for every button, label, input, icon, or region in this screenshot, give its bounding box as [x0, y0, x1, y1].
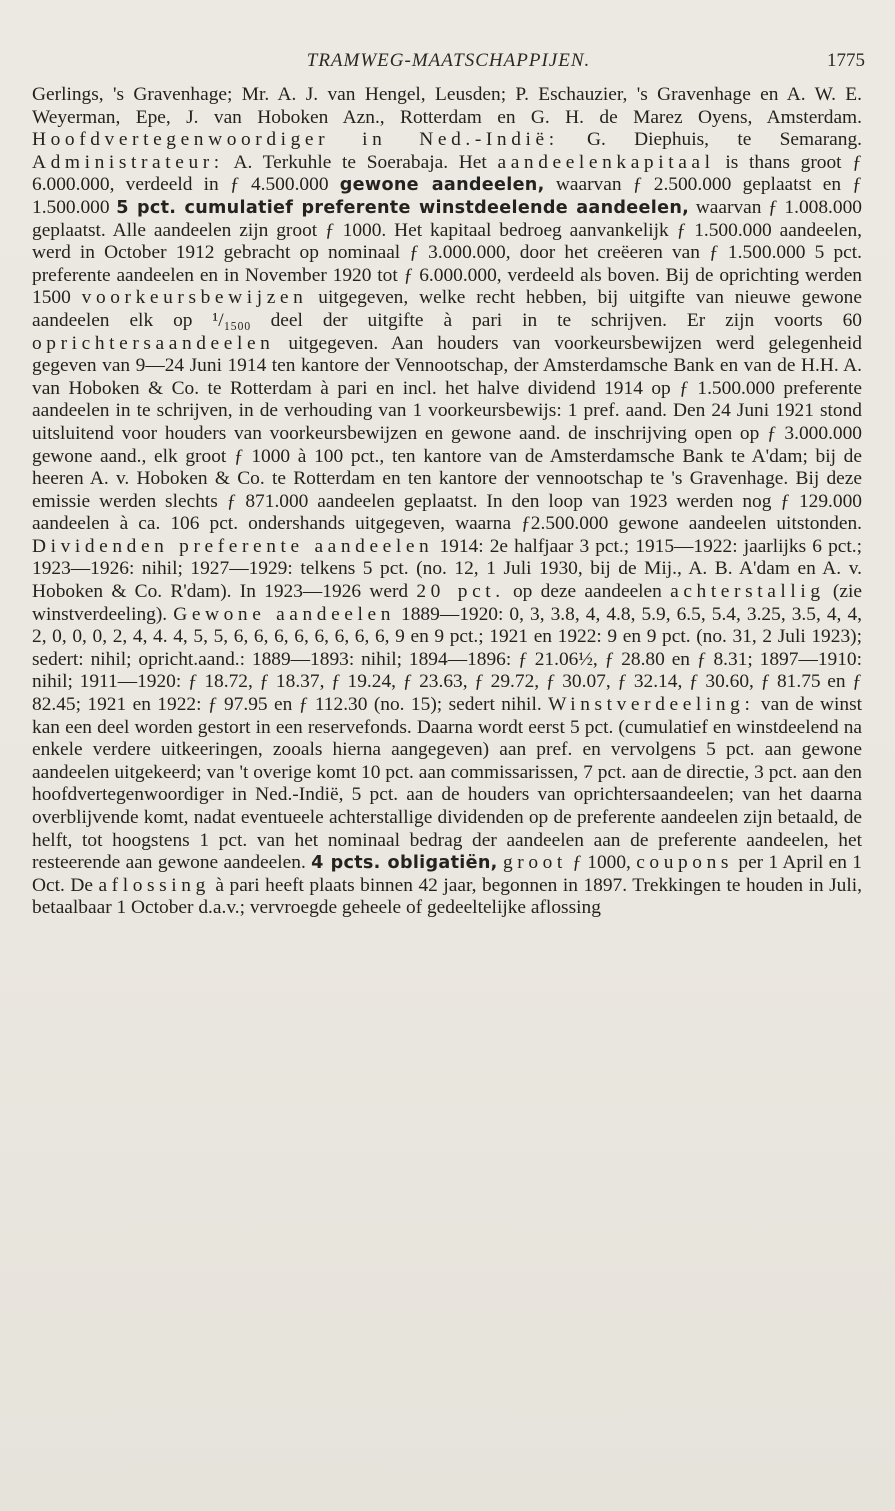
text-run: Gerlings, 's Gravenhage; Mr. A. J. van Hengel, Leusden; P. Eschauzier, 's Gravenhage en A. W. E. Weyerman, Epe, J. van Hoboken Azn., Rotterdam en G. H. de Marez Oyens, Amsterdam.: [32, 84, 862, 128]
spaced-heading: coupons: [636, 852, 734, 874]
text-run: van de winst kan een deel worden gestort in een reservefonds. Daarna wordt eerst 5 pct. (cumulatief en winstdeelend na enkele verdere uitkeeringen, zooals hierna aangegeven) aan pref. en vervolgens 5 pct. aan gewone aandeelen uitgekeerd; van 't overige komt 10 pct. aan commissarissen, 7 pct. aan de directie, 3 pct. aan den hoofdvertegenwoordiger in Ned.-Indië, 5 pct. aan de houders van oprichtersaandeelen; van het daarna overblijvende komt, nadat eventueele achterstallige dividenden op de preferente aandeelen zijn betaald, de helft, tot hoogstens 1 pct. van het nominaal bedrag der aandeelen aan de preferente aandeelen, het resteerende aan gewone aandeelen.: [32, 694, 862, 874]
body-text: [32, 84, 862, 1504]
text-run: ƒ 1000,: [566, 852, 637, 874]
spaced-heading: Dividenden preferente aandeelen: [32, 535, 434, 557]
spaced-heading: achterstallig: [670, 581, 825, 603]
text-run: 1914: 2e halfjaar 3 pct.; 1915—1922: jaarlijks 6 pct.; 1923—1926: nihil; 1927—1929: telkens 5 pct. (no. 12, 1 Juli 1930, bij de Mij., A. B. A'dam en A. v. Hoboken & Co. R'dam). In 1923—1926 werd: [32, 535, 862, 603]
text-run: uitgegeven. Aan houders van voorkeursbewijzen werd gelegenheid gegeven van 9—24 Juni 1914 ten kantore der Vennootschap, der Amsterdamsche Bank en van de H.H. A. van Hoboken & Co. te Rotterdam à pari en incl. het halve dividend 1914 op ƒ 1.500.000 preferente aandeelen in te schrijven, in de verhouding van 1 voorkeursbewijs: 1 pref. aand. Den 24 Juni 1921 stond uitsluitend voor houders van voorkeursbewijzen en gewone aand. de inschrijving open op ƒ 3.000.000 gewone aand., elk groot ƒ 1000 à 100 pct., ten kantore van de Amsterdamsche Bank te A'dam; bij de heeren A. v. Hoboken & Co. te Rotterdam en ten kantore der vennootschap te 's Gravenhage. Bij deze emissie werden slechts ƒ 871.000 aandeelen geplaatst. In den loop van 1923 werden nog ƒ 129.000 aandeelen à ca. 106 pct. ondershands uitgegeven, waarna ƒ2.500.000 gewone aandeelen uitstonden.: [32, 332, 862, 535]
spaced-heading: 20 pct.: [416, 581, 505, 603]
spaced-heading: voorkeursbewijzen: [81, 287, 308, 309]
text-run: op deze aandeelen: [504, 581, 671, 603]
page-number: 1775: [827, 50, 865, 71]
text-run: is thans groot ƒ 6.000.000, verdeeld in ƒ 4.500.000: [32, 151, 862, 196]
text-run: per 1 April en 1 Oct. De: [32, 852, 862, 896]
running-title: TRAMWEG-MAATSCHAPPIJEN.: [306, 50, 591, 71]
page-header: [32, 50, 865, 80]
spaced-heading: oprichtersaandeelen: [32, 332, 275, 354]
text-run: (zie winstverdeeling).: [32, 581, 862, 625]
text-run: A. Terkuhle te Soerabaja. Het: [223, 151, 498, 173]
text-run: waarvan ƒ 2.500.000 geplaatst en ƒ 1.500.000: [32, 174, 862, 218]
text-run: à pari heeft plaats binnen 42 jaar, begonnen in 1897. Trekkingen te houden in Juli, betaalbaar 1 October d.a.v.; vervroegde geheele of gedeeltelijke aflossing: [32, 874, 862, 919]
text-run: G. Diephuis, te Semarang.: [558, 129, 863, 151]
spaced-heading: Winstverdeeling:: [548, 694, 755, 716]
paragraph: [32, 84, 862, 920]
text-run: uitgegeven, welke recht hebben, bij uitgifte van nieuwe gewone aandeelen elk op ¹/₁₅₀₀ deel der uitgifte à pari in te schrijven. Er zijn voorts 60: [32, 287, 862, 331]
spaced-heading: groot: [502, 852, 567, 874]
bold-term: 5 pct. cumulatief preferente winstdeelende aandeelen,: [116, 197, 690, 218]
spaced-heading: Administrateur:: [32, 151, 224, 173]
spaced-heading: aflossing: [98, 874, 210, 896]
text-run: 1889—1920: 0, 3, 3.8, 4, 4.8, 5.9, 6.5, 5.4, 3.25, 3.5, 4, 4, 2, 0, 0, 0, 2, 4, 4. 4, 5, 5, 6, 6, 6, 6, 6, 6, 6, 6, 9 en 9 pct.; 1921 en 1922: 9 en 9 pct. (no. 31, 2 Juli 1923); sedert: nihil; opricht.aand.: 1889—1893: nihil; 1894—1896: ƒ 21.06½, ƒ 28.80 en ƒ 8.31; 1897—1910: nihil; 1911—1920: ƒ 18.72, ƒ 18.37, ƒ 19.24, ƒ 23.63, ƒ 29.72, ƒ 30.07, ƒ 32.14, ƒ 30.60, ƒ 81.75 en ƒ 82.45; 1921 en 1922: ƒ 97.95 en ƒ 112.30 (no. 15); sedert nihil.: [32, 603, 862, 716]
spaced-heading: aandeelenkapitaal: [497, 151, 715, 173]
bold-term: 4 pcts. obligatiën,: [311, 853, 498, 874]
text-run: waarvan ƒ 1.008.000 geplaatst. Alle aandeelen zijn groot ƒ 1000. Het kapitaal bedroeg aanvankelijk ƒ 1.500.000 aandeelen, werd in October 1912 gebracht op nominaal ƒ 3.000.000, door het creëeren van ƒ 1.500.000 5 pct. preferente aandeelen en in November 1920 tot ƒ 6.000.000, verdeeld als boven. Bij de oprichting werden 1500: [32, 196, 862, 309]
spaced-heading: Gewone aandeelen: [173, 603, 395, 625]
spaced-heading: Hoofdvertegenwoordiger in Ned.-Indië:: [32, 129, 559, 151]
bold-term: gewone aandeelen,: [339, 175, 545, 196]
